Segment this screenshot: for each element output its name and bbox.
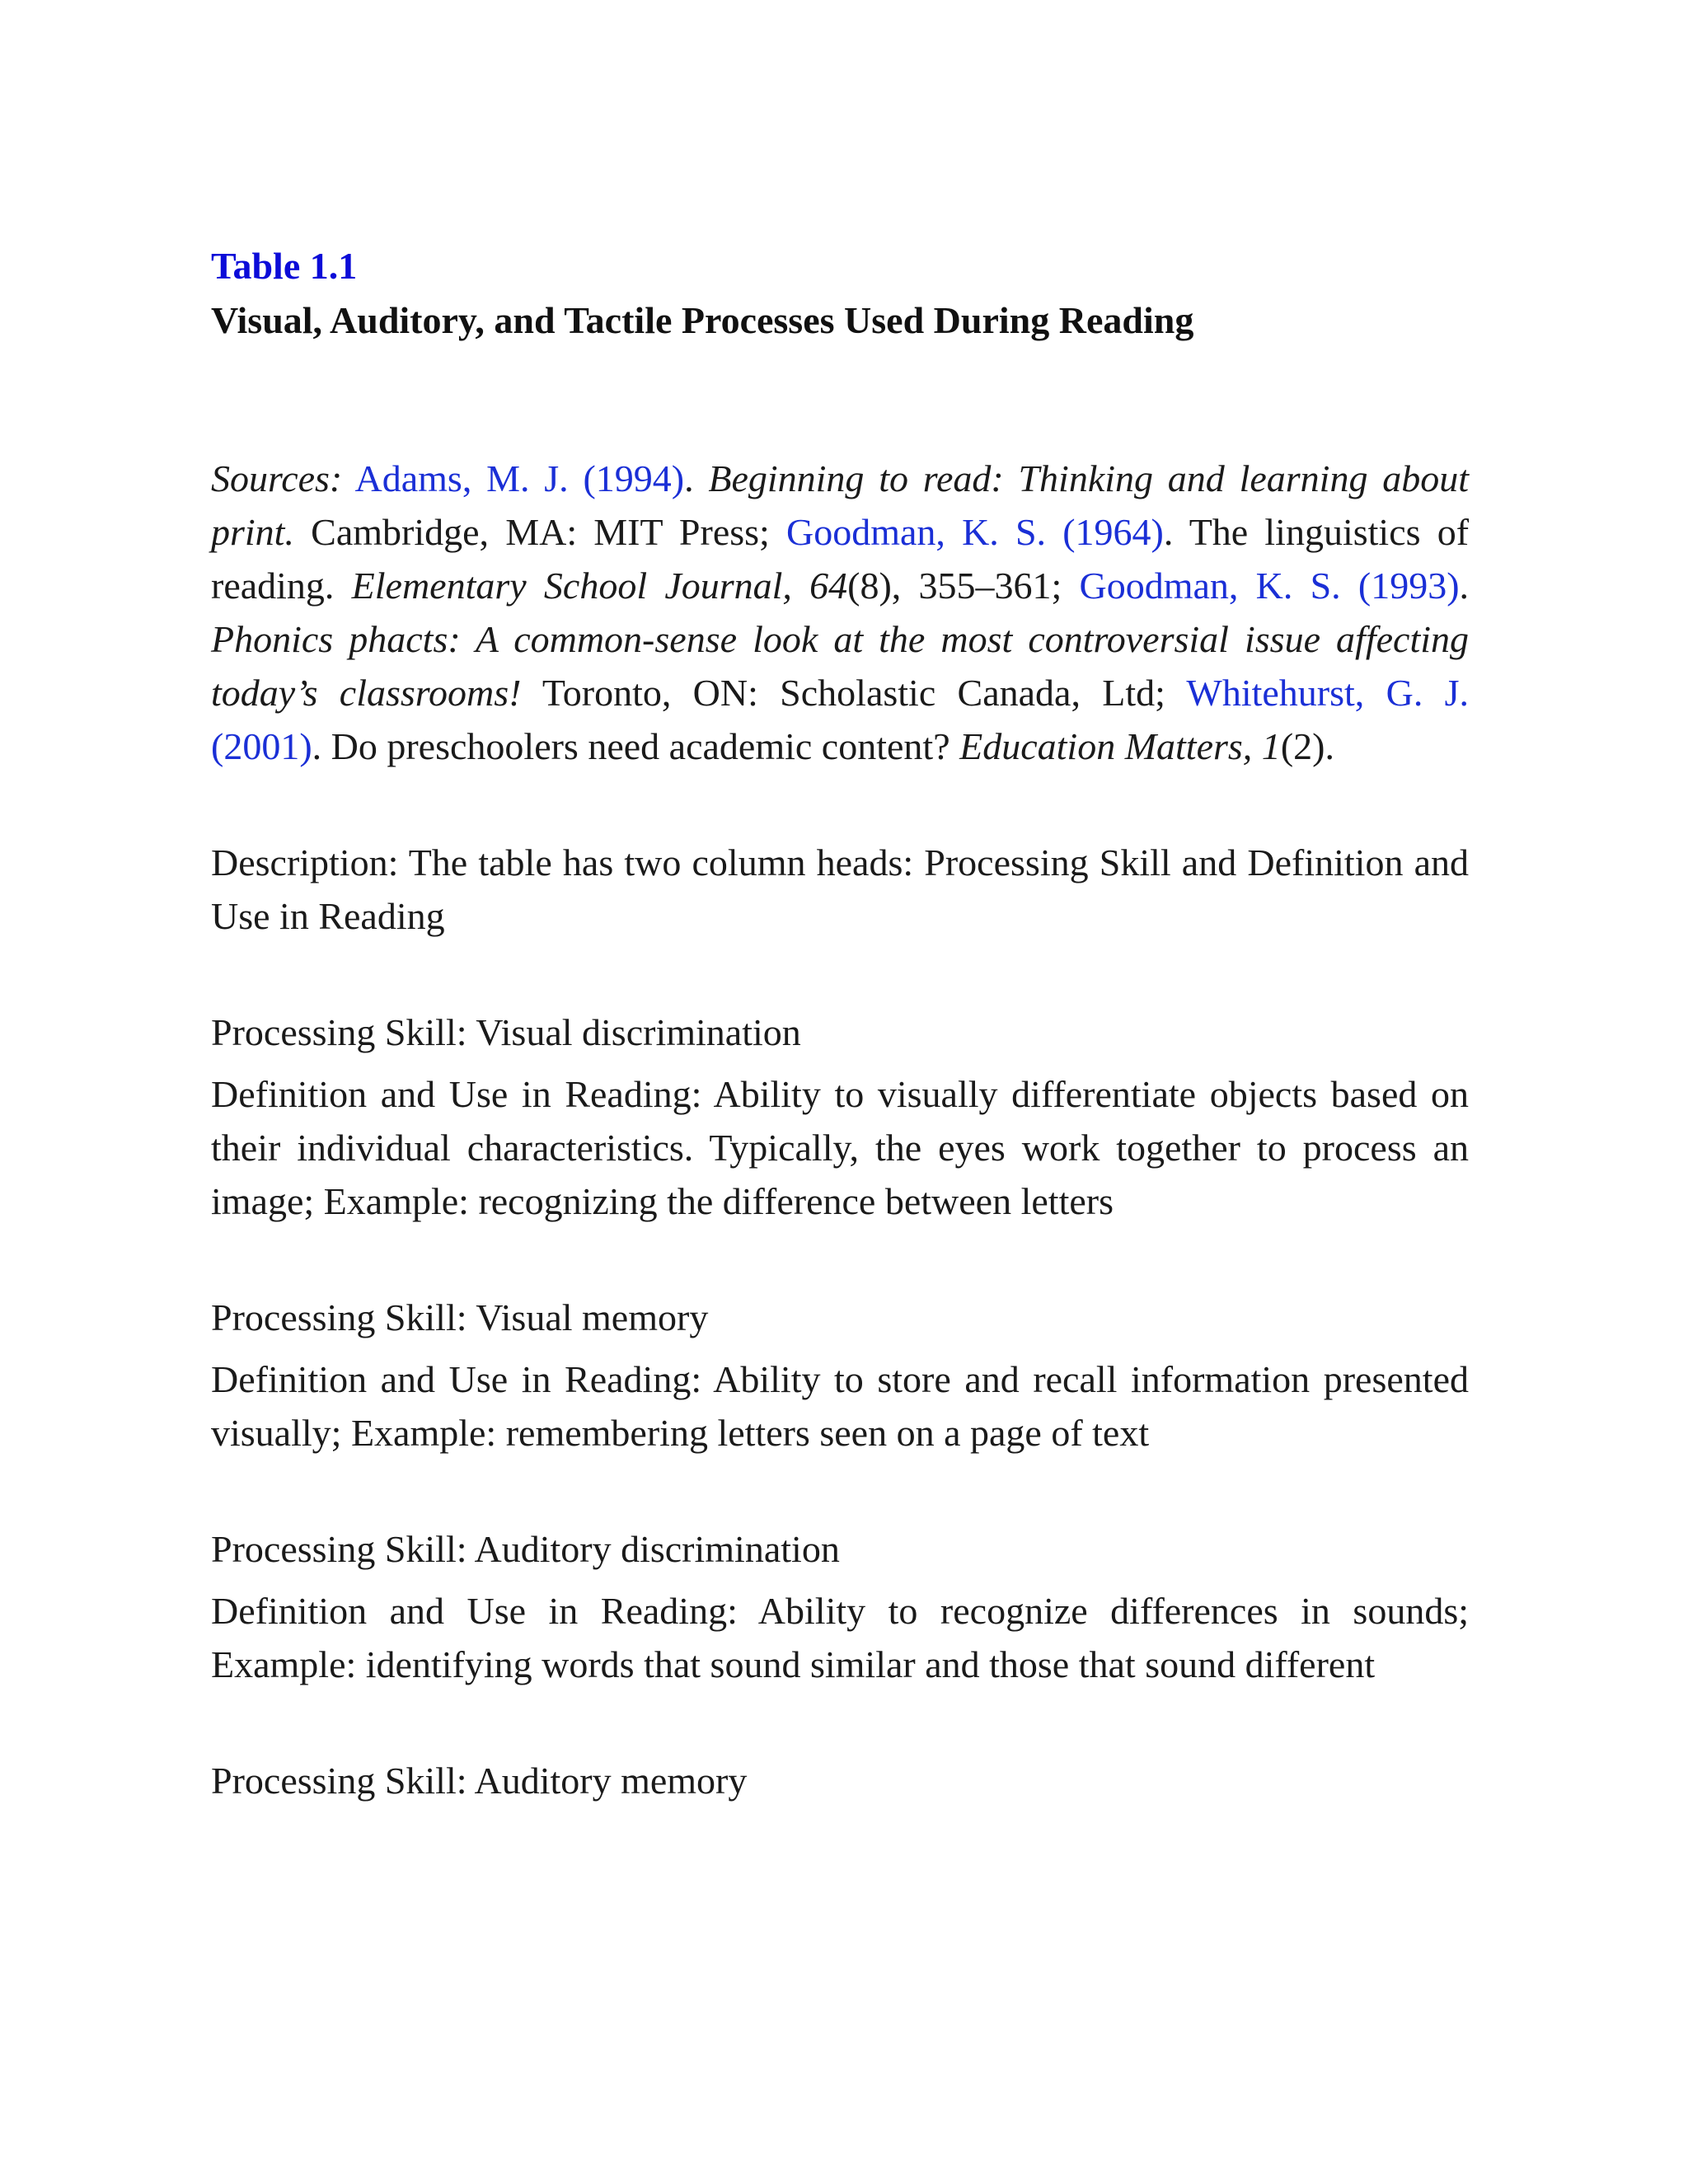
processing-skill: Processing Skill: Auditory memory <box>211 1760 748 1802</box>
document-page <box>211 239 1469 1807</box>
definition-and-use: Definition and Use in Reading: Ability to visually differentiate objects based on their individual characteristics. Typically, the eyes work together to process an image; Example: recognizing the difference between letters <box>211 1073 1469 1222</box>
definition-and-use: Definition and Use in Reading: Ability to store and recall information presented visually; Example: remembering letters seen on a page of text <box>211 1358 1469 1454</box>
ref-text: Toronto, ON: Scholastic Canada, Ltd; <box>521 672 1187 714</box>
ref-text: . <box>684 457 709 499</box>
definition-and-use: Definition and Use in Reading: Ability to recognize differences in sounds; Example: identifying words that sound similar and those that sound different <box>211 1590 1469 1685</box>
ref-journal: Education Matters, 1 <box>959 725 1281 767</box>
sources-lead: Sources: <box>211 457 343 499</box>
processing-skill: Processing Skill: Visual memory <box>211 1296 709 1338</box>
table-title: Visual, Auditory, and Tactile Processes Used During Reading <box>211 299 1194 341</box>
table-description: Description: The table has two column heads: Processing Skill and Definition and Use in Reading <box>211 841 1469 937</box>
processing-skill: Processing Skill: Auditory discrimination <box>211 1528 840 1570</box>
sources-paragraph <box>211 452 1469 773</box>
ref-text: . <box>1459 565 1470 607</box>
ref-link-whitehurst-2001[interactable]: Whitehurst, G. J. (2001) <box>211 672 1470 767</box>
ref-text: (8), 355–361; <box>847 565 1080 607</box>
ref-journal: Elementary School Journal, 64 <box>351 565 848 607</box>
ref-link-goodman-1993[interactable]: Goodman, K. S. (1993) <box>1079 565 1460 607</box>
ref-link-adams-1994[interactable]: Adams, M. J. (1994) <box>354 457 685 499</box>
table-label: Table 1.1 <box>211 245 358 287</box>
processing-skill: Processing Skill: Visual discrimination <box>211 1011 801 1053</box>
ref-text: (2). <box>1280 725 1334 767</box>
ref-title: Beginning to read: Thinking and learning about print. <box>211 457 1470 553</box>
ref-link-goodman-1964[interactable]: Goodman, K. S. (1964) <box>786 511 1164 553</box>
ref-text: . The linguistics of reading. <box>211 511 1470 607</box>
ref-text: Cambridge, MA: MIT Press; <box>293 511 786 553</box>
ref-title: Phonics phacts: A common-sense look at the most controversial issue affecting today’s classrooms! <box>211 618 1469 714</box>
ref-text: . Do preschoolers need academic content? <box>312 725 960 767</box>
